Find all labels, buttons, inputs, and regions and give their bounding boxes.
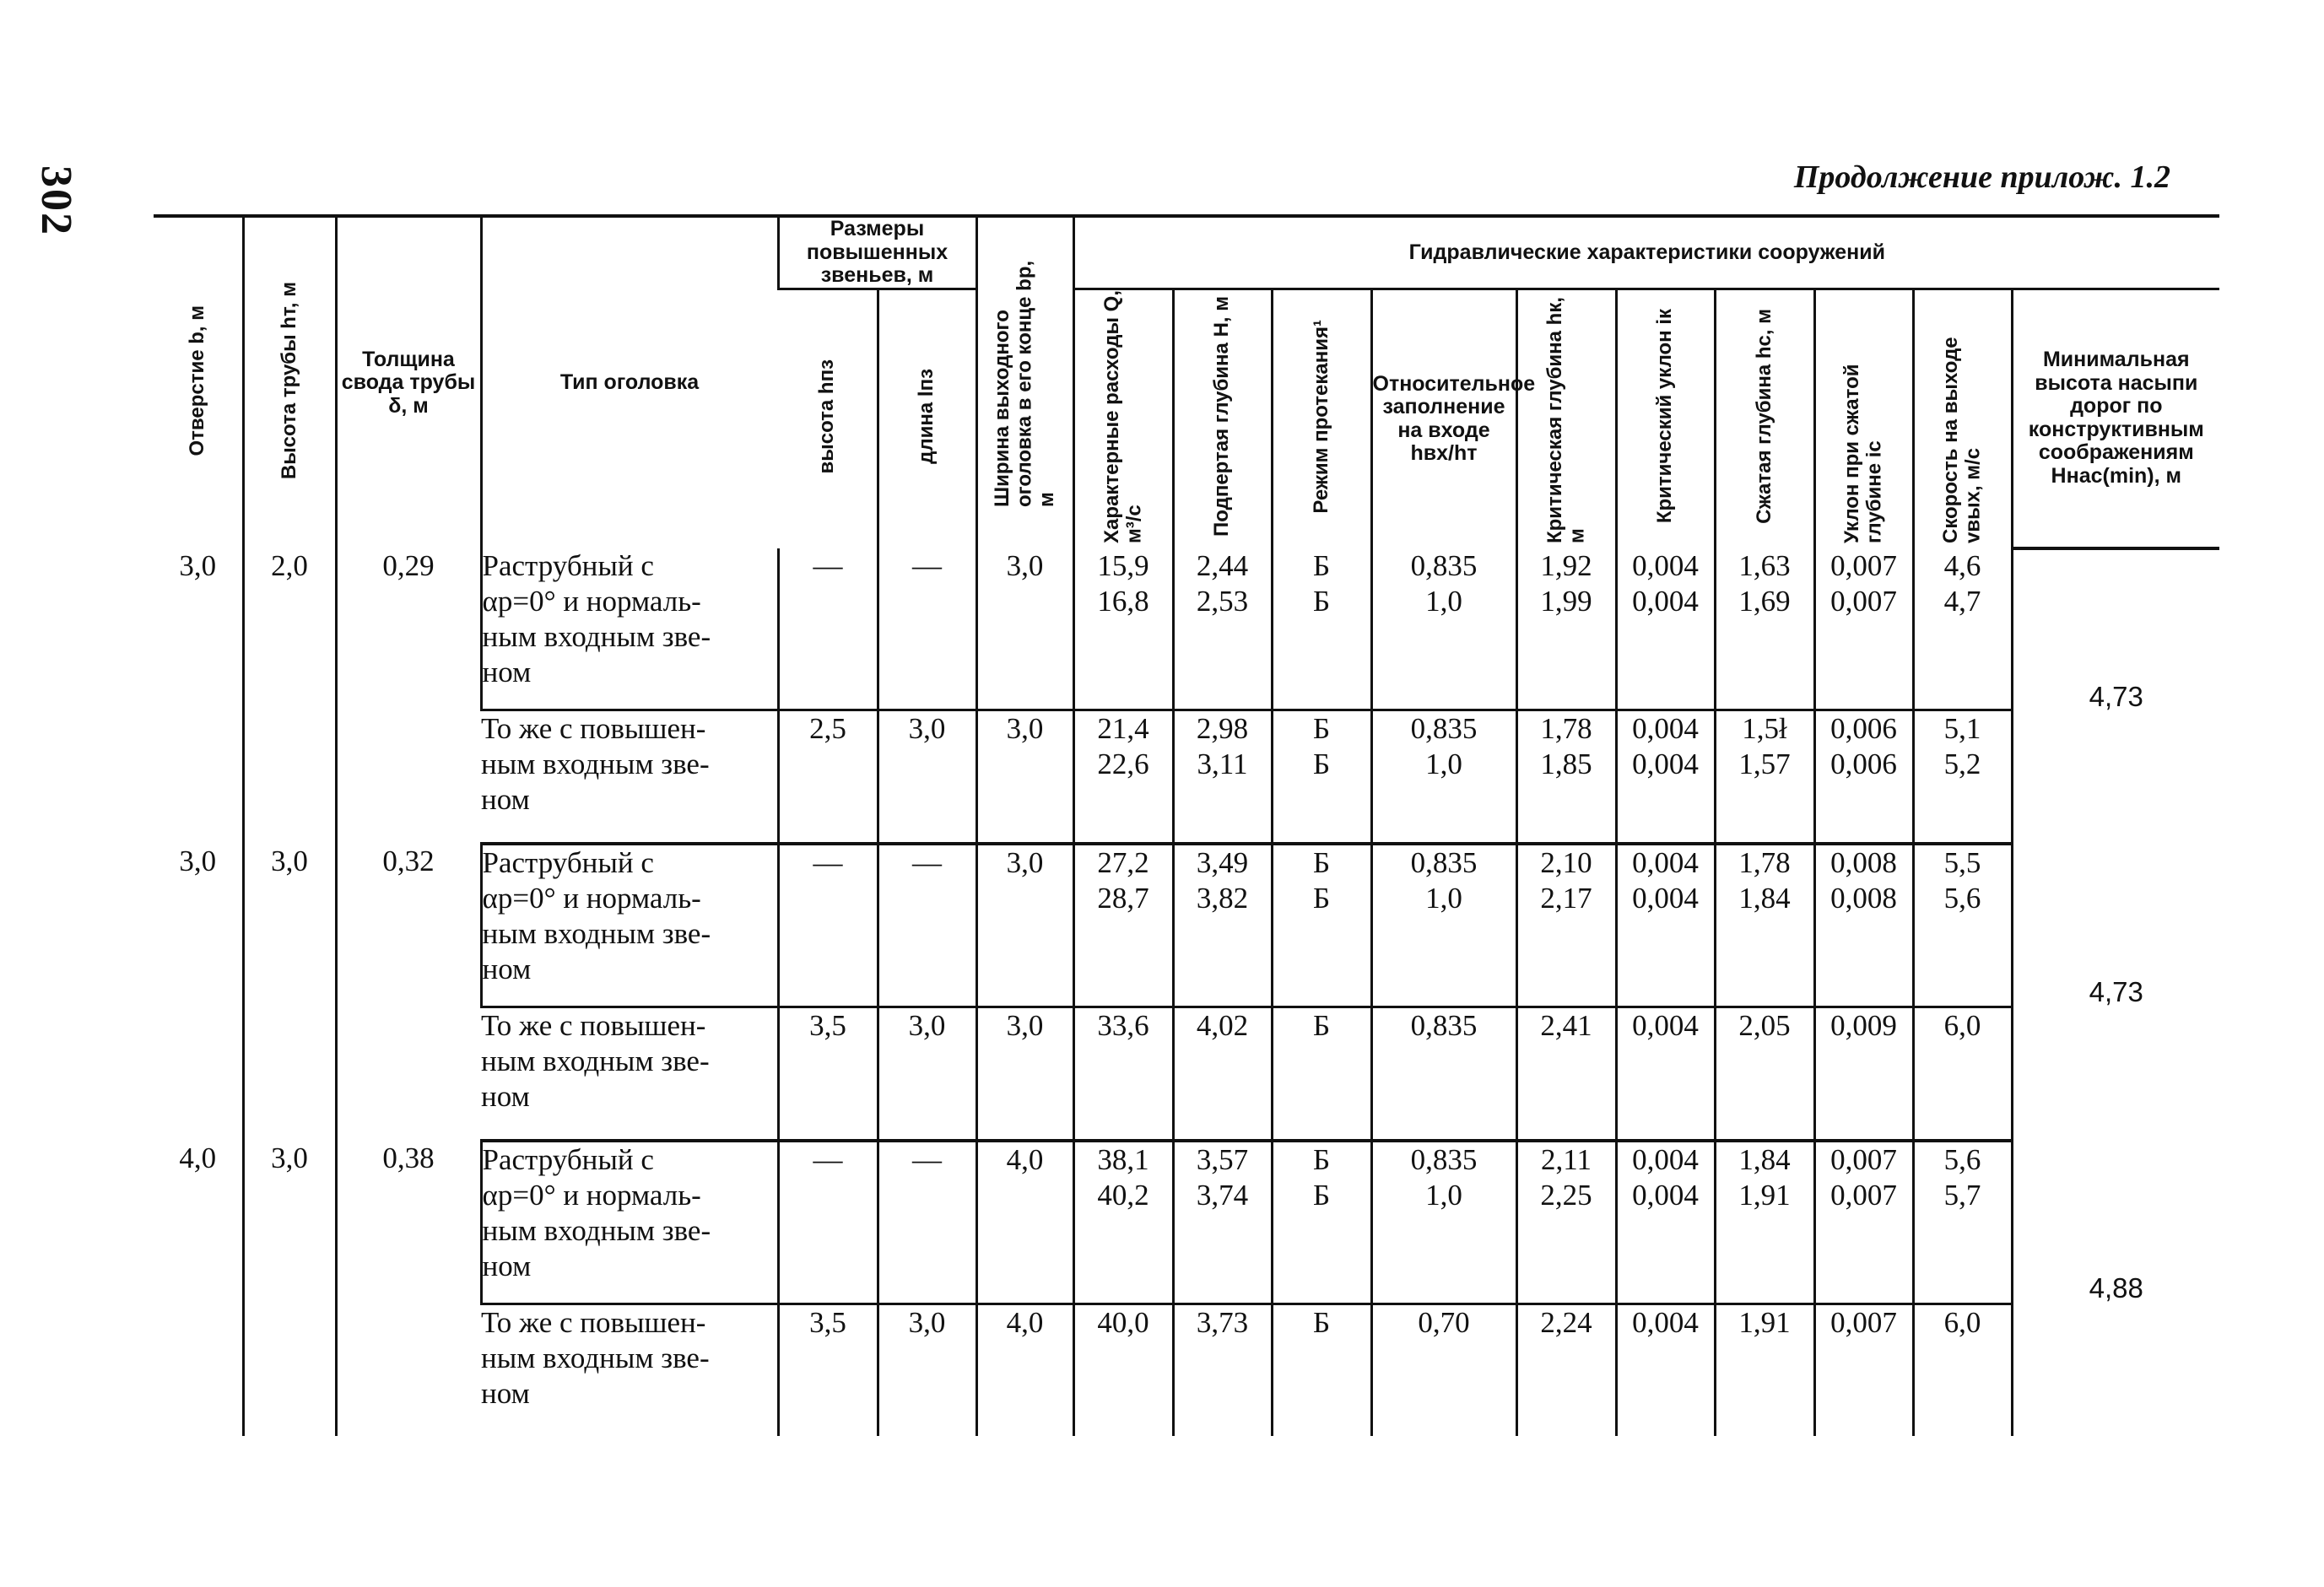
- cell-outlet-width: 4,0: [976, 1304, 1073, 1436]
- cell-contracted-depth: 1,78 1,84: [1715, 844, 1814, 1007]
- header-backwater-depth: Подпертая глубина H, м: [1173, 289, 1272, 548]
- cell-raised-height: 2,5: [778, 710, 878, 844]
- head-type-line: Раструбный с: [482, 1142, 654, 1176]
- cell-min-embankment: 4,73: [2012, 844, 2219, 1141]
- head-type-line: αр=0° и нормаль-: [482, 584, 701, 618]
- cell-pipe-height: 3,0: [243, 844, 336, 1141]
- page-number: 302: [32, 165, 80, 236]
- cell-outlet-velocity: 4,6 4,7: [1913, 548, 2012, 710]
- cell-backwater-depth: 4,02: [1173, 1007, 1272, 1141]
- header-raised-links: Размеры повышенных звеньев, м: [778, 216, 976, 289]
- cell-critical-depth: 2,10 2,17: [1516, 844, 1616, 1007]
- cell-critical-depth: 2,24: [1516, 1304, 1616, 1436]
- cell-relative-fill: 0,835 1,0: [1371, 844, 1516, 1007]
- cell-min-embankment: 4,88: [2012, 1141, 2219, 1436]
- header-critical-slope: Критический уклон iк: [1616, 289, 1715, 548]
- cell-raised-length: —: [878, 548, 976, 710]
- cell-backwater-depth: 3,73: [1173, 1304, 1272, 1436]
- cell-relative-fill: 0,835 1,0: [1371, 710, 1516, 844]
- cell-outlet-velocity: 6,0: [1913, 1304, 2012, 1436]
- head-type-line: ном: [481, 782, 530, 816]
- cell-raised-length: 3,0: [878, 1007, 976, 1141]
- cell-backwater-depth: 2,98 3,11: [1173, 710, 1272, 844]
- header-critical-depth: Критическая глубина hк, м: [1516, 289, 1616, 548]
- table-row: [154, 844, 2219, 1007]
- cell-relative-fill: 0,835 1,0: [1371, 548, 1516, 710]
- cell-pipe-height: 2,0: [243, 548, 336, 844]
- cell-opening: 3,0: [179, 844, 217, 877]
- cell-outlet-velocity: 6,0: [1913, 1007, 2012, 1141]
- cell-backwater-depth: 3,57 3,74: [1173, 1141, 1272, 1304]
- cell-critical-slope: 0,004 0,004: [1616, 844, 1715, 1007]
- head-type-line: То же с повышен-: [481, 711, 706, 745]
- header-opening: Отверстие b, м: [154, 216, 243, 548]
- head-type-line: ным входным зве-: [482, 619, 711, 653]
- cell-outlet-velocity: 5,6 5,7: [1913, 1141, 2012, 1304]
- cell-head-type: [481, 1304, 778, 1436]
- cell-raised-height: —: [778, 1141, 878, 1304]
- cell-critical-depth: 2,11 2,25: [1516, 1141, 1616, 1304]
- head-type-line: ным входным зве-: [481, 1044, 710, 1077]
- cell-discharge: 27,2 28,7: [1073, 844, 1173, 1007]
- cell-raised-height: 3,5: [778, 1007, 878, 1141]
- header-vault-thickness: Толщина свода трубы δ, м: [336, 216, 481, 548]
- cell-discharge: 21,4 22,6: [1073, 710, 1173, 844]
- cell-relative-fill: 0,835 1,0: [1371, 1141, 1516, 1304]
- culvert-characteristics-table: [154, 214, 2219, 1436]
- cell-raised-length: 3,0: [878, 1304, 976, 1436]
- cell-critical-depth: 2,41: [1516, 1007, 1616, 1141]
- head-type-line: αр=0° и нормаль-: [482, 881, 701, 915]
- cell-raised-height: —: [778, 548, 878, 710]
- cell-contracted-slope: 0,007 0,007: [1814, 1141, 1913, 1304]
- head-type-line: ным входным зве-: [482, 1213, 711, 1247]
- header-outlet-width: Ширина выходного оголовка в его конце bр, м: [976, 216, 1073, 548]
- cell-raised-length: 3,0: [878, 710, 976, 844]
- cell-head-type: [481, 1141, 778, 1304]
- cell-critical-slope: 0,004 0,004: [1616, 548, 1715, 710]
- cell-head-type: [481, 710, 778, 844]
- header-raised-length: длина lпз: [878, 289, 976, 548]
- cell-contracted-depth: 1,5ł 1,57: [1715, 710, 1814, 844]
- cell-vault-thickness: 0,32: [336, 844, 481, 1141]
- cell-raised-height: —: [778, 844, 878, 1007]
- cell-head-type: [481, 844, 778, 1007]
- cell-discharge: 15,9 16,8: [1073, 548, 1173, 710]
- cell-flow-mode: Б: [1272, 1007, 1371, 1141]
- head-type-line: ном: [482, 655, 532, 688]
- cell-contracted-slope: 0,009: [1814, 1007, 1913, 1141]
- cell-outlet-width: 3,0: [976, 710, 1073, 844]
- cell-opening: 4,0: [179, 1141, 217, 1174]
- head-type-line: То же с повышен-: [481, 1305, 706, 1339]
- cell-critical-depth: 1,78 1,85: [1516, 710, 1616, 844]
- cell-vault-thickness: 0,29: [336, 548, 481, 844]
- cell-flow-mode: Б Б: [1272, 710, 1371, 844]
- head-type-line: То же с повышен-: [481, 1008, 706, 1042]
- cell-outlet-width: 3,0: [976, 844, 1073, 1007]
- head-type-line: Раструбный с: [482, 548, 654, 582]
- head-type-line: Раструбный с: [482, 845, 654, 879]
- cell-contracted-slope: 0,007: [1814, 1304, 1913, 1436]
- cell-head-type: [481, 548, 778, 710]
- header-contracted-depth: Сжатая глубина hс, м: [1715, 289, 1814, 548]
- cell-contracted-slope: 0,008 0,008: [1814, 844, 1913, 1007]
- cell-contracted-slope: 0,007 0,007: [1814, 548, 1913, 710]
- head-type-line: ном: [482, 952, 532, 985]
- cell-discharge: 40,0: [1073, 1304, 1173, 1436]
- cell-contracted-slope: 0,006 0,006: [1814, 710, 1913, 844]
- cell-critical-depth: 1,92 1,99: [1516, 548, 1616, 710]
- head-type-line: ным входным зве-: [481, 747, 710, 780]
- cell-flow-mode: Б Б: [1272, 1141, 1371, 1304]
- cell-flow-mode: Б Б: [1272, 844, 1371, 1007]
- header-hydraulic: Гидравлические характеристики сооружений: [1073, 216, 2219, 289]
- cell-min-embankment: 4,73: [2012, 548, 2219, 844]
- header-raised-height: высота hпз: [815, 359, 839, 474]
- table-row: [154, 548, 2219, 710]
- cell-outlet-velocity: 5,5 5,6: [1913, 844, 2012, 1007]
- continuation-caption: Продолжение прилож. 1.2: [1793, 159, 2170, 195]
- cell-head-type: [481, 1007, 778, 1141]
- cell-critical-slope: 0,004: [1616, 1304, 1715, 1436]
- cell-raised-height: 3,5: [778, 1304, 878, 1436]
- cell-raised-length: —: [878, 844, 976, 1007]
- cell-critical-slope: 0,004 0,004: [1616, 710, 1715, 844]
- header-relative-fill: Относительное заполнение на входе hвх/hт: [1371, 289, 1516, 548]
- cell-outlet-width: 4,0: [976, 1141, 1073, 1304]
- header-min-embankment: Минимальная высота насыпи дорог по конструктивным соображениям Hнас(min), м: [2012, 289, 2219, 548]
- cell-raised-length: —: [878, 1141, 976, 1304]
- cell-contracted-depth: 1,84 1,91: [1715, 1141, 1814, 1304]
- cell-flow-mode: Б: [1272, 1304, 1371, 1436]
- header-head-type: Тип оголовка: [481, 216, 778, 548]
- header-contracted-slope: Уклон при сжатой глубине iс: [1814, 289, 1913, 548]
- cell-pipe-height: 3,0: [243, 1141, 336, 1436]
- cell-relative-fill: 0,70: [1371, 1304, 1516, 1436]
- head-type-line: ным входным зве-: [482, 916, 711, 950]
- cell-outlet-velocity: 5,1 5,2: [1913, 710, 2012, 844]
- head-type-line: ном: [481, 1079, 530, 1113]
- cell-opening: 3,0: [179, 548, 217, 582]
- cell-contracted-depth: 2,05: [1715, 1007, 1814, 1141]
- cell-contracted-depth: 1,91: [1715, 1304, 1814, 1436]
- cell-discharge: 33,6: [1073, 1007, 1173, 1141]
- head-type-line: ном: [482, 1249, 532, 1282]
- cell-backwater-depth: 2,44 2,53: [1173, 548, 1272, 710]
- head-type-line: αр=0° и нормаль-: [482, 1178, 701, 1212]
- header-outlet-velocity: Скорость на выходе vвых, м/с: [1913, 289, 2012, 548]
- cell-outlet-width: 3,0: [976, 548, 1073, 710]
- header-flow-mode: Режим протекания¹: [1272, 289, 1371, 548]
- cell-backwater-depth: 3,49 3,82: [1173, 844, 1272, 1007]
- cell-relative-fill: 0,835: [1371, 1007, 1516, 1141]
- table-row: [154, 1141, 2219, 1304]
- cell-flow-mode: Б Б: [1272, 548, 1371, 710]
- header-discharge: Характерные расходы Q, м³/с: [1073, 289, 1173, 548]
- cell-discharge: 38,1 40,2: [1073, 1141, 1173, 1304]
- cell-vault-thickness: 0,38: [336, 1141, 481, 1436]
- cell-contracted-depth: 1,63 1,69: [1715, 548, 1814, 710]
- cell-outlet-width: 3,0: [976, 1007, 1073, 1141]
- head-type-line: ном: [481, 1376, 530, 1410]
- header-pipe-height: Высота трубы hт, м: [243, 216, 336, 548]
- cell-critical-slope: 0,004: [1616, 1007, 1715, 1141]
- cell-critical-slope: 0,004 0,004: [1616, 1141, 1715, 1304]
- head-type-line: ным входным зве-: [481, 1341, 710, 1374]
